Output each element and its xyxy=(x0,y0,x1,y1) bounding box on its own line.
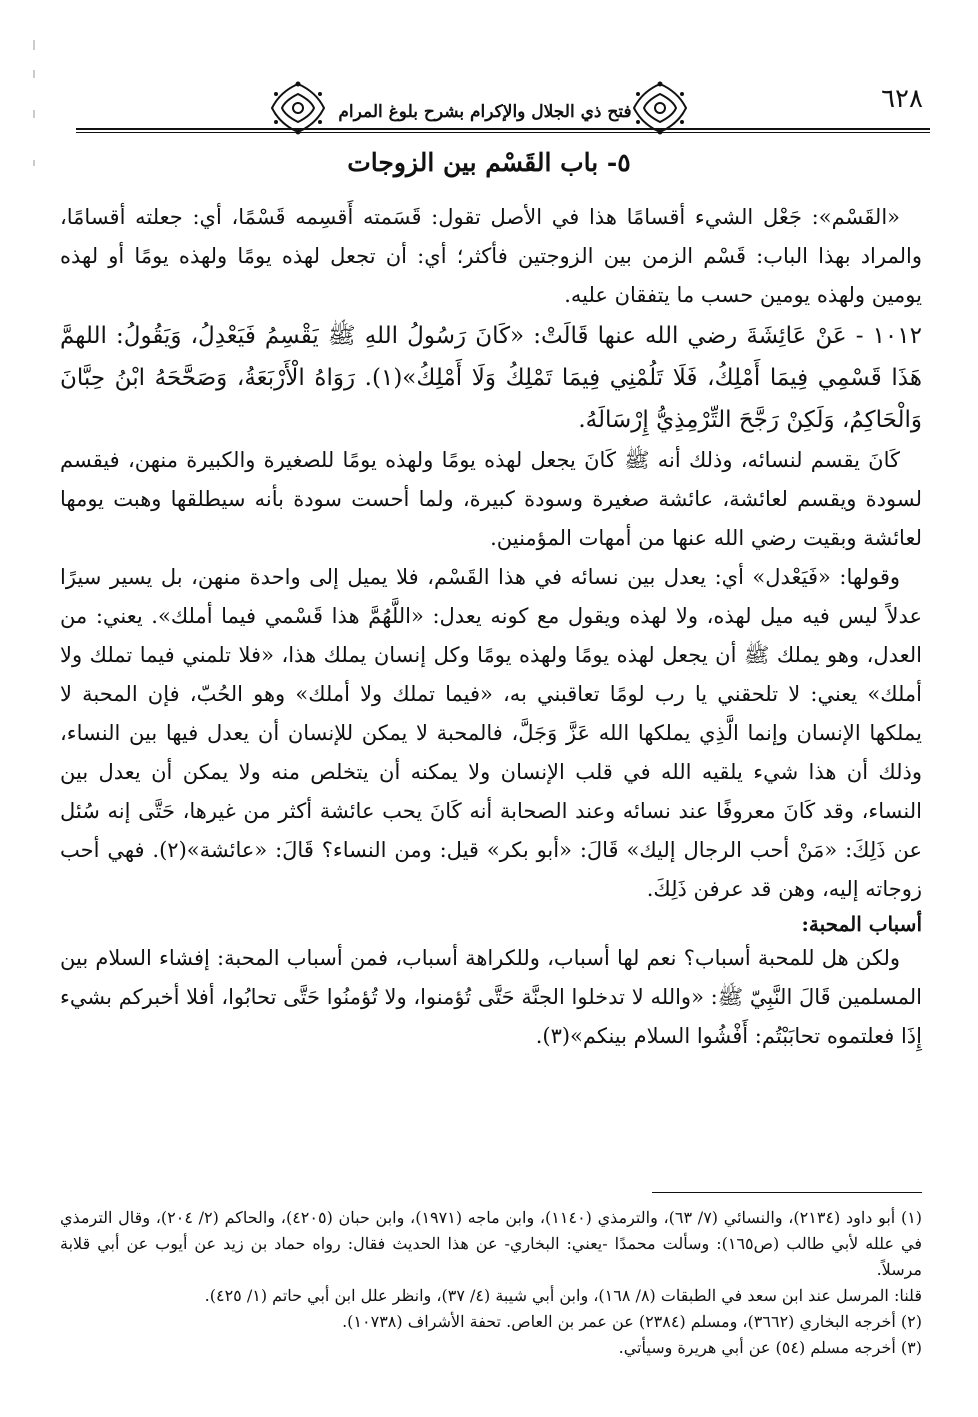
margin-marks xyxy=(30,40,38,240)
footnotes xyxy=(60,1205,922,1361)
commentary-paragraph: كَانَ يقسم لنسائه، وذلك أنه ﷺ كَانَ يجعل لهذه يومًا ولهذه يومًا للصغيرة والكبيرة منهن، فيقسم لسودة ويقسم لعائشة، عائشة صغيرة وسودة كبيرة، ولما أحست سودة بأنه سيطلقها وهبت يومها لعائشة وبقيت رضي الله عنها من أمهات المؤمنين. xyxy=(60,448,922,550)
page-number: ٦٢٨ xyxy=(881,84,923,114)
footnote-2: (٢) أخرجه البخاري (٣٦٦٢)، ومسلم (٢٣٨٤) عن عمر بن العاص. تحفة الأشراف (١٠٧٣٨). xyxy=(342,1312,922,1331)
footnote-1: (١) أبو داود (٢١٣٤)، والنسائي (٧/ ٦٣)، والترمذي (١١٤٠)، وابن ماجه (١٩٧١)، وابن حبان (٤٢٠٥)، والحاكم (٢/ ٢٠٤)، وقال الترمذي في علله لأبي طالب (ص١٦٥): وسألت محمدًا -يعني: البخاري- عن هذا الحديث فقال: رواه حماد بن زيد عن أيوب عن أبي قلابة مرسلاً. xyxy=(60,1208,923,1279)
footnote-divider xyxy=(652,1192,922,1193)
running-title: فتح ذي الجلال والإكرام بشرح بلوغ المرام xyxy=(338,102,632,122)
header-rule-thin xyxy=(76,132,930,133)
main-text xyxy=(60,198,922,1056)
footnote-1-note: قلنا: المرسل عند ابن سعد في الطبقات (٨/ ١٦٨)، وابن أبي شيبة (٤/ ٣٧)، وانظر علل ابن أبي حاتم (١/ ٤٢٥). xyxy=(204,1286,922,1305)
hadith-paragraph: ١٠١٢ - عَنْ عَائِشَةَ رضي الله عنها قَالَتْ: «كَانَ رَسُولُ اللهِ ﷺ يَقْسِمُ فَيَعْدِلُ، وَيَقُولُ: اللهمَّ هَذَا قَسْمِي فِيمَا أَمْلِكُ، فَلَا تَلُمْنِي فِيمَا تَمْلِكُ وَلَا أَمْلِكُ»(١). رَوَاهُ الْأَرْبَعَةُ، وَصَحَّحَهُ ابْنُ حِبَّانَ وَالْحَاكِمُ، وَلَكِنْ رَجَّحَ التِّرْمِذِيُّ إِرْسَالَهُ. xyxy=(60,323,922,433)
section-paragraph: ولكن هل للمحبة أسباب؟ نعم لها أسباب، وللكراهة أسباب، فمن أسباب المحبة: إفشاء السلام بين المسلمين قَالَ النَّبِيّ ﷺ: «والله لا تدخلوا الجنَّة حَتَّى تُؤمنوا، ولا تُؤمنُوا حَتَّى تحابُوا، أفلا أخبركم بشيء إِذَا فعلتموه تحابَبْتُم: أَفْشُوا السلام بينكم»(٣). xyxy=(60,946,922,1048)
header-rule xyxy=(76,128,930,130)
section-heading: أسباب المحبة: xyxy=(801,912,922,936)
chapter-title: ٥- باب القَسْم بين الزوجات xyxy=(347,148,631,177)
footnote-3: (٣) أخرجه مسلم (٥٤) عن أبي هريرة وسيأتي. xyxy=(618,1338,922,1357)
explanation-paragraph: وقولها: «فَيَعْدل» أي: يعدل بين نسائه في هذا القَسْم، فلا يميل إلى واحدة منهن، بل يسير سيرًا عدلاً ليس فيه ميل لهذه، ولا لهذه ويقول مع كونه يعدل: «اللَّهُمَّ هذا قَسْمي فيما أملك». يعني: من العدل، وهو يملك ﷺ أن يجعل لهذه يومًا ولهذه يومًا وكل إنسان يملك هذا، «فلا تلمني فيما تملك ولا أملك» يعني: لا تلحقني يا رب لومًا تعاقبني به، «فيما تملك ولا أملك» وهو الحُبّ، فإن المحبة لا يملكها الإنسان وإنما الَّذِي يملكها الله عَزَّ وَجَلَّ، فالمحبة لا يمكن للإنسان أن يعدل فيها بين النساء، وذلك أن هذا شيء يلقيه الله في قلب الإنسان ولا يمكنه أن يتخلص منه ولا يمكن أن يعدل بين النساء، وقد كَانَ معروفًا عند نسائه وعند الصحابة أنه كَانَ يحب عائشة أكثر من غيرها، حَتَّى إنه سُئل عن ذَلِكَ: «مَنْ أحب الرجال إليك» قَالَ: «أبو بكر» قيل: ومن النساء؟ قَالَ: «عائشة»(٢). فهي أحب زوجاته إليه، وهن قد عرفن ذَلِكَ. xyxy=(60,565,922,901)
definition-paragraph: «القَسْم»: جَعْل الشيء أقسامًا هذا في الأصل تقول: قَسَمته أَقسِمه قَسْمًا، أي: جعلته أقسامًا، والمراد بهذا الباب: قَسْم الزمن بين الزوجتين فأكثر؛ أي: أن تجعل لهذه يومًا ولهذه يومًا أو لهذه يومين ولهذه يومين حسب ما يتفقان عليه. xyxy=(60,205,922,307)
